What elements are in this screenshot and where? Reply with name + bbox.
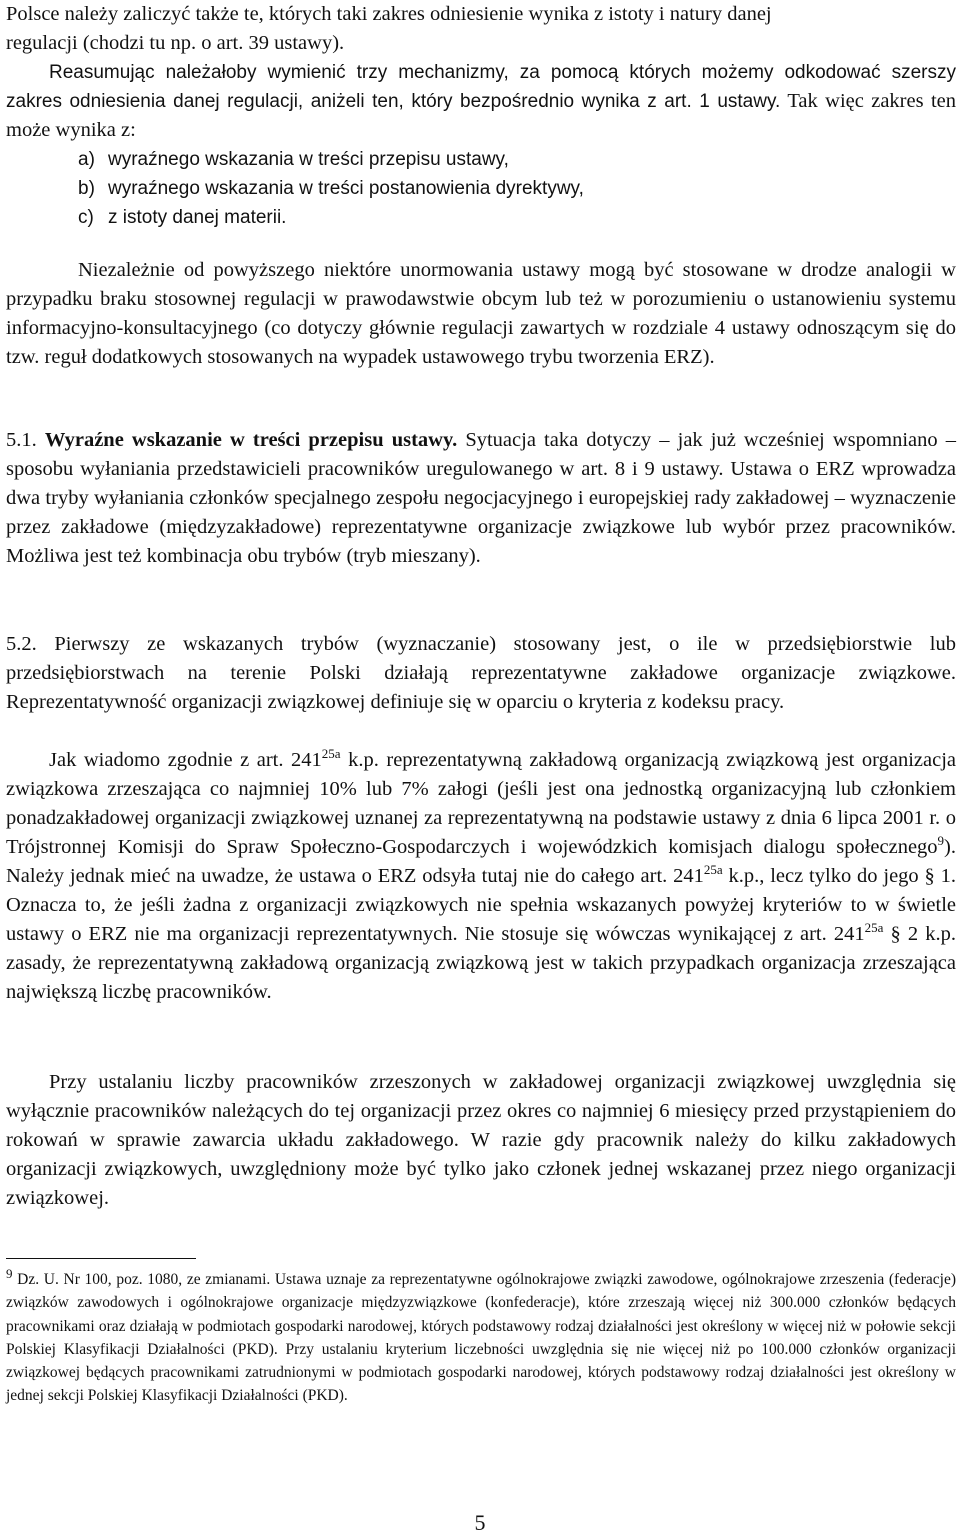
section-text: Sytuacja taka dotyczy – jak już wcześniej wspomniano – sposobu wyłaniania przedstawicieli pracowników uregulowanego w art. 8 i 9 ustawy. Ustawa o ERZ wprowadza dwa tryby wyłaniania członków specjalnego zespołu negocjacyjnego i europejskiej rady zakładowej – wyznaczenie przez zakładowe (międzyzakładowe) reprezentatywne organizacje związkowe lub wybór przez pracowników. Możliwa jest też kombinacja obu trybów (tryb mieszany). bbox=[6, 429, 956, 567]
section-heading: Wyraźne wskazanie w treści przepisu ustawy. bbox=[44, 429, 458, 451]
para-text: Jak wiadomo zgodnie z art. 241 bbox=[49, 749, 322, 771]
list-item bbox=[6, 203, 956, 232]
para-text: k.p., lecz tylko do jego § 1. Oznacza to, że jeśli żadna z organizacji związkowych nie spełnia wskazanych powyżej kryteriów to w świetle ustawy o ERZ nie ma organizacji reprezentatywnych. Nie stosuje się wówczas wynikającej z art. 241 bbox=[6, 865, 957, 945]
footnote bbox=[6, 1265, 956, 1408]
section-number: 5.1. bbox=[6, 429, 37, 451]
list-text: wyraźnego wskazania w treści postanowienia dyrektywy, bbox=[108, 178, 584, 199]
paragraph-analogy: Niezależnie od powyższego niektóre unormowania ustawy mogą być stosowane w drodze analogii w przypadku braku stosownej regulacji w prawodawstwie obcym lub też w porozumieniu o ustanowieniu systemu informacyjno-konsultacyjnego (co dotyczy głównie regulacji zawartych w rozdziale 4 ustawy odnoszącym się do tzw. reguł dodatkowych stosowanych na wypadek ustawowego trybu tworzenia ERZ). bbox=[6, 259, 956, 368]
superscript: 25a bbox=[864, 920, 884, 936]
section-5-2: 5.2. Pierwszy ze wskazanych trybów (wyznaczanie) stosowany jest, o ile w przedsiębiorstwie lub przedsiębiorstwach na terenie Polski działają reprezentatywne zakładowe organizacje związkowe. Reprezentatywność organizacji związkowej definiuje się w oparciu o kryteria z kodeksu pracy. bbox=[6, 633, 956, 713]
section-5-1 bbox=[6, 426, 956, 571]
summary-tail: Tak więc zakres ten może wynika z: bbox=[6, 90, 956, 141]
superscript: 25a bbox=[703, 862, 723, 878]
para-text: ). Należy jednak mieć na uwadze, że ustawa o ERZ odsyła tutaj nie do całego art. 241 bbox=[6, 836, 956, 887]
list-marker: a) bbox=[78, 149, 95, 170]
page-number: 5 bbox=[474, 1510, 486, 1535]
paragraph-summary bbox=[6, 58, 956, 145]
footnote-ref: 9 bbox=[937, 833, 945, 849]
footnote-divider bbox=[6, 1258, 196, 1259]
intro-line-1: Polsce należy zaliczyć także te, których taki zakres odniesienie wynika z istoty i natury danej bbox=[6, 3, 772, 25]
para-text: k.p. reprezentatywną zakładową organizacją związkową jest organizacja związkowa zrzeszająca co najmniej 10% lub 7% załogi (jeśli jest ona jednostką organizacyjną lub członkiem ponadzakładowej organizacji związkowej uznanej za reprezentatywną na podstawie ustawy z dnia 6 lipca 2001 r. o Trójstronnej Komisji do Spraw Społeczno-Gospodarczych i wojewódzkich komisjach dialogu społecznego bbox=[6, 749, 956, 858]
superscript: 25a bbox=[321, 746, 341, 762]
list-marker: b) bbox=[78, 178, 95, 199]
list-marker: c) bbox=[78, 207, 94, 228]
paragraph-membership: Przy ustalaniu liczby pracowników zrzeszonych w zakładowej organizacji związkowej uwzględnia się wyłącznie pracowników należących do tej organizacji przez okres co najmniej 6 miesięcy przed przystąpieniem do rokowań w sprawie zawarcia układu zakładowego. W razie gdy pracownik należy do kilku zakładowych organizacji związkowych, uwzględniony może być tylko jako członek jednej wskazanej przez niego organizacji związkowej. bbox=[6, 1071, 956, 1209]
list-text: wyraźnego wskazania w treści przepisu ustawy, bbox=[108, 149, 509, 170]
footnote-text: Dz. U. Nr 100, poz. 1080, ze zmianami. Ustawa uznaje za reprezentatywne ogólnokrajowe związki zawodowe, ogólnokrajowe zrzeszenia (federacje) związków zawodowych i ogólnokrajowe organizacje międzyzwiązkowe (konfederacje), które zrzeszają więcej niż 300.000 członków będących pracownikami oraz działają w podmiotach gospodarki narodowej, których podstawowy rodzaj działalności jest określony w więcej niż w połowie sekcji Polskiej Klasyfikacji Działalności (PKD). Przy ustalaniu kryterium liczebności uwzględnia się nie więcej niż po 100.000 członków organizacji związkowej będących pracownikami zatrudnionymi w podmiotach gospodarki narodowej, których podstawowy rodzaj działalności jest określony w jednej sekcji Polskiej Klasyfikacji Działalności (PKD). bbox=[6, 1271, 956, 1405]
summary-text: Reasumując należałoby wymienić trzy mechanizmy, za pomocą których możemy odkodować szerszy zakres odniesienia danej regulacji, aniżeli ten, który bezpośrednio wynika z art. 1 ustawy. bbox=[6, 62, 956, 112]
paragraph-representativeness bbox=[6, 746, 956, 1007]
footnote-number: 9 bbox=[6, 1265, 13, 1281]
list-item bbox=[6, 174, 956, 203]
mechanism-list bbox=[6, 145, 956, 232]
list-item bbox=[6, 145, 956, 174]
list-text: z istoty danej materii. bbox=[108, 207, 287, 228]
paragraph-intro bbox=[6, 0, 956, 58]
para-text: § 2 k.p. zasady, że reprezentatywną zakładową organizacją związkową jest w takich przypadkach organizacja zrzeszająca największą liczbę pracowników. bbox=[6, 923, 956, 1003]
intro-line-2: regulacji (chodzi tu np. o art. 39 ustawy). bbox=[6, 32, 345, 54]
